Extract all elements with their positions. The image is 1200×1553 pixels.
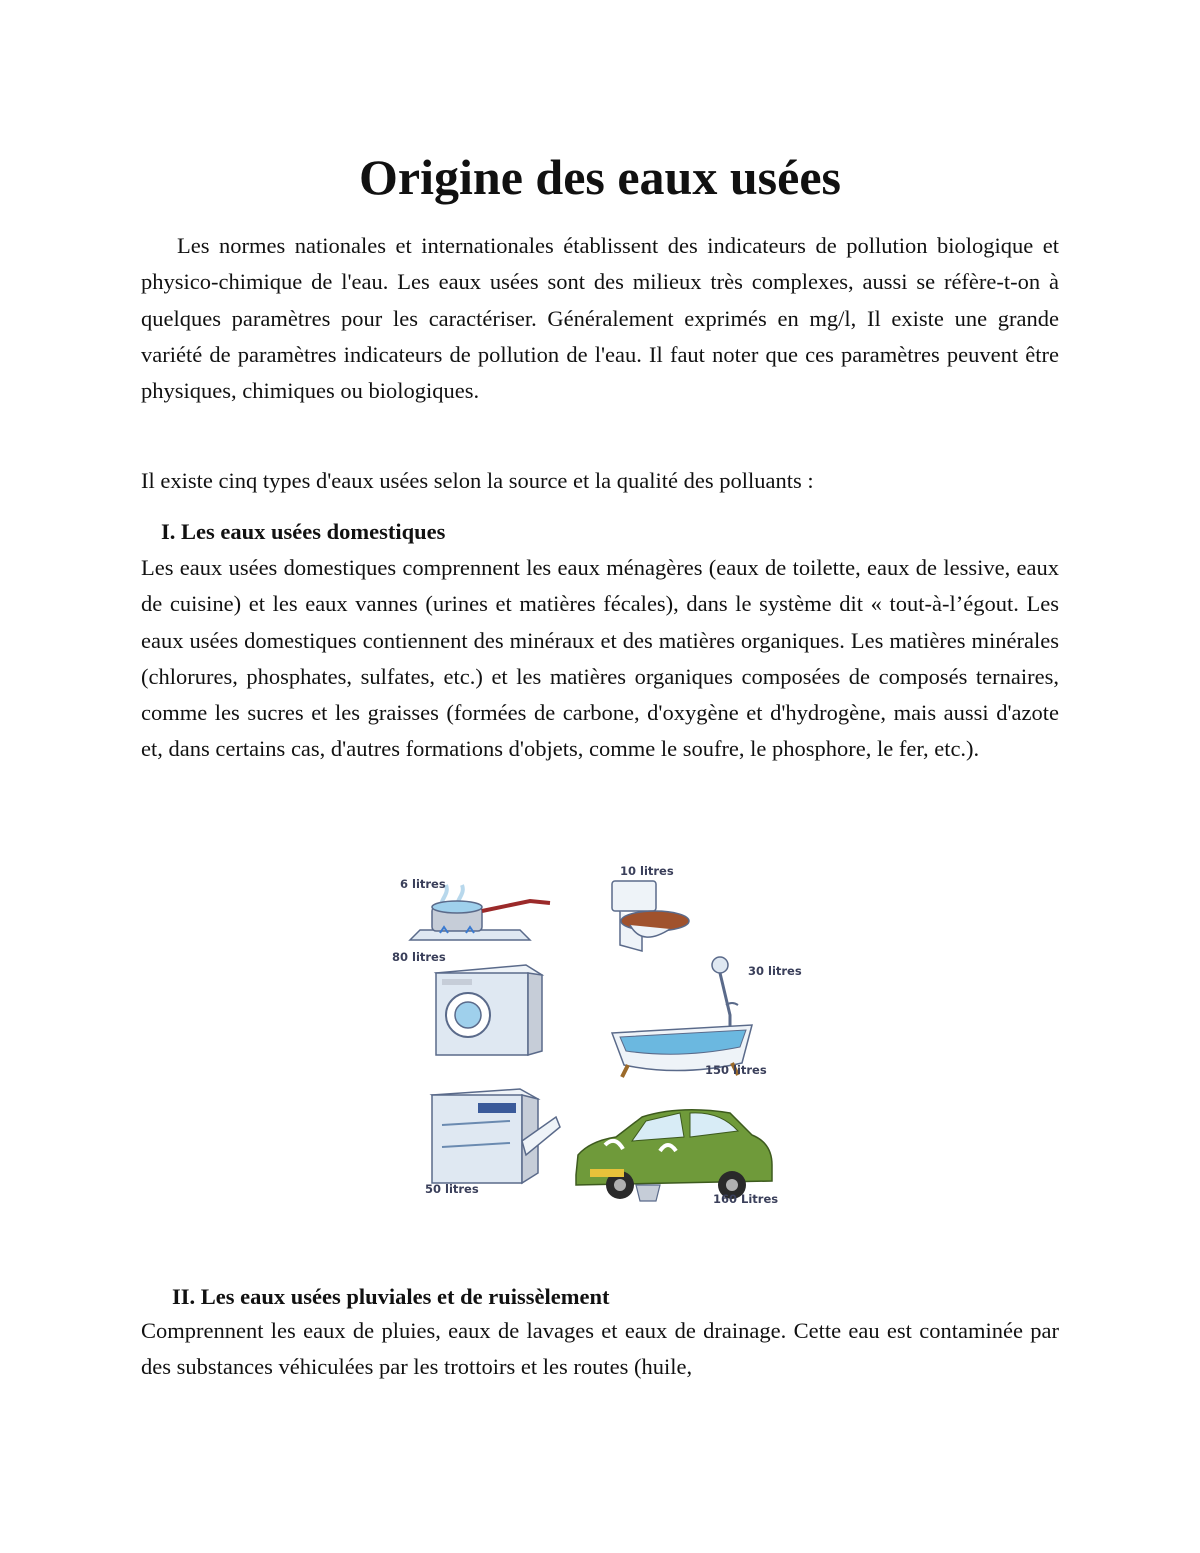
section-heading-domestic: I. Les eaux usées domestiques (161, 519, 446, 544)
car-icon (576, 1110, 772, 1201)
page-title: Origine des eaux usées (359, 149, 841, 205)
household-water-usage-illustration (380, 855, 820, 1215)
toilet-label: 10 litres (620, 864, 674, 878)
washing-machine-label: 80 litres (392, 950, 446, 964)
dishwasher-label: 50 litres (425, 1182, 479, 1196)
section-paragraph-rainwater: Comprennent les eaux de pluies, eaux de lavages et eaux de drainage. Cette eau est contaminée par des substances véhiculées par les trottoirs et les routes (huile, (141, 1318, 1059, 1380)
dishwasher-icon (432, 1089, 560, 1183)
bath-label: 150 litres (705, 1063, 767, 1077)
washing-machine-icon (436, 965, 542, 1055)
bathtub-icon (612, 957, 752, 1077)
toilet-icon (612, 881, 689, 951)
section-paragraph-domestic: Les eaux usées domestiques comprennent les eaux ménagères (eaux de toilette, eaux de lessive, eaux de cuisine) et les eaux vannes (urines et matières fécales), dans le système dit « tout-à-l’égout. Les eaux usées domestiques contiennent des minéraux et des matières organiques. Les matières minérales (chlorures, phosphates, sulfates, etc.) et les matières organiques composées de composés ternaires, comme les sucres et les graisses (formées de carbone, d'oxygène et d'hydrogène, mais aussi d'azote et, dans certains cas, d'autres formations d'objets, comme le soufre, le phosphore, le fer, etc.). (141, 555, 1059, 762)
cooking-label: 6 litres (400, 877, 446, 891)
shower-label: 30 litres (748, 964, 802, 978)
car-wash-label: 160 Litres (713, 1192, 779, 1206)
types-intro-paragraph: Il existe cinq types d'eaux usées selon la source et la qualité des polluants : (141, 468, 814, 493)
section-heading-rainwater: II. Les eaux usées pluviales et de ruissèlement (172, 1284, 610, 1309)
cooking-pot-icon (410, 885, 550, 940)
intro-paragraph: Les normes nationales et internationales établissent des indicateurs de pollution biologique et physico-chimique de l'eau. Les eaux usées sont des milieux très complexes, aussi se réfère-t-on à quelques paramètres pour les caractériser. Généralement exprimés en mg/l, Il existe une grande variété de paramètres indicateurs de pollution de l'eau. Il faut noter que ces paramètres peuvent être physiques, chimiques ou biologiques. (141, 233, 1059, 404)
